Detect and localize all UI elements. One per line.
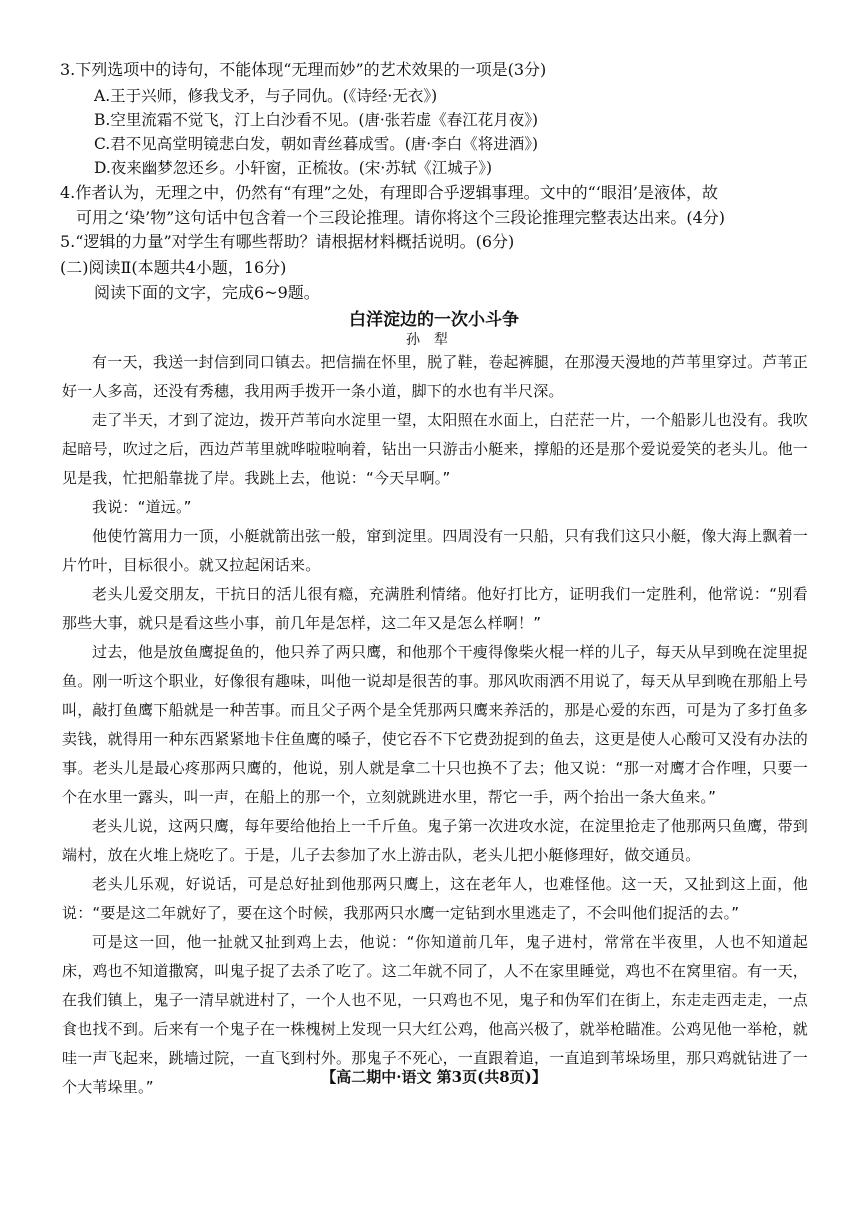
article-author: 孙犁 (406, 332, 462, 348)
article-paragraph: 可是这一回，他一扯就又扯到鸡上去，他说：“你知道前几年，鬼子进村，常常在半夜里，人也不知道起床，鸡也不知道撒窝，叫鬼子捉了去杀了吃了。这二年就不同了，人不在家里睡觉，鸡也不在窝里宿。有一天，在我们镇上，鬼子一清早就进村了，一个人也不见，一只鸡也不见，鬼子和伪军们在街上，东走走西走走，一点食也找不到。后来有一个鬼子在一株槐树上发现一只大红公鸡，他高兴极了，就举枪瞄准。公鸡见他一举枪，就哇一声飞起来，跳墙过院，一直飞到村外。那鬼子不死心，一直跟着追，一直追到苇垛场里，那只鸡就钻进了一个大苇垛里。” (62, 933, 808, 1096)
section-heading: (二)阅读Ⅱ(本题共4小题，16分) (60, 258, 287, 277)
article-paragraph: 老头儿乐观，好说话，可是总好扯到他那两只鹰上，这在老年人，也难怪他。这一天，又扯到这上面，他说：“要是这二年就好了，要在这个时候，我那两只水鹰一定钻到水里逃走了，不会叫他们捉活的去。” (62, 875, 808, 922)
article-paragraph: 过去，他是放鱼鹰捉鱼的，他只养了两只鹰，和他那个干瘦得像柴火棍一样的儿子，每天从早到晚在淀里捉鱼。刚一听这个职业，好像很有趣味，叫他一说却是很苦的事。那风吹雨洒不用说了，每天从早到晚在那船上号叫，敲打鱼鹰下船就是一种苦事。而且父子两个是全凭那两只鹰来养活的，那是心爱的东西，可是为了多打鱼多卖钱，就得用一种东西紧紧地卡住鱼鹰的嗓子，使它吞不下它费劲捉到的鱼去，这更是使人心酸可又没有办法的事。老头儿是最心疼那两只鹰的，他说，别人就是拿二十只也换不了去；他又说：“那一对鹰才合作哩，只要一个在水里一露头，叫一声，在船上的那一个，立刻就跳进水里，帮它一手，两个抬出一条大鱼来。” (62, 643, 808, 806)
question-3-option-d: D.夜来幽梦忽还乡。小轩窗，正梳妆。(宋·苏轼《江城子》) (94, 159, 493, 177)
question-4-line-1: 4.作者认为，无理之中，仍然有“有理”之处，有理即合乎逻辑事理。文中的“‘眼泪’是液体，故 (60, 183, 718, 202)
question-4-line-2: 可用之‘染’物”这句话中包含着一个三段论推理。请你将这个三段论推理完整表达出来。(4分) (76, 208, 726, 227)
question-5: 5.“逻辑的力量”对学生有哪些帮助？请根据材料概括说明。(6分) (60, 232, 515, 251)
article-paragraph: 老头儿说，这两只鹰，每年要给他抬上一千斤鱼。鬼子第一次进攻水淀，在淀里抢走了他那两只鱼鹰，带到端村，放在火堆上烧吃了。于是，儿子去参加了水上游击队，老头儿把小艇修理好，做交通员。 (62, 817, 808, 864)
article-paragraph: 老头儿爱交朋友，干抗日的活儿很有瘾，充满胜利情绪。他好打比方，证明我们一定胜利，他常说：“别看那些大事，就只是看这些小事，前几年是怎样，这二年又是怎么样啊！” (62, 585, 808, 632)
question-3-option-b: B.空里流霜不觉飞，汀上白沙看不见。(唐·张若虚《春江花月夜》) (94, 111, 539, 129)
article-title: 白洋淀边的一次小斗争 (349, 310, 519, 330)
article-paragraph: 我说：“道远。” (92, 498, 192, 516)
article-paragraph: 他使竹篙用力一顶，小艇就箭出弦一般，窜到淀里。四周没有一只船，只有我们这只小艇，像大海上飘着一片竹叶，目标很小。就又拉起闲话来。 (62, 527, 808, 574)
question-3-option-c: C.君不见高堂明镜悲白发，朝如青丝暮成雪。(唐·李白《将进酒》) (94, 135, 539, 153)
section-instruction: 阅读下面的文字，完成6~9题。 (94, 283, 320, 302)
page-footer: 【高二期中·语文 第3页(共8页)】 (321, 1068, 547, 1086)
article-body (62, 348, 808, 1102)
question-3-stem: 3.下列选项中的诗句，不能体现“无理而妙”的艺术效果的一项是(3分) (60, 60, 547, 79)
article-paragraph: 有一天，我送一封信到同口镇去。把信揣在怀里，脱了鞋，卷起裤腿，在那漫天漫地的芦苇里穿过。芦苇正好一人多高，还没有秀穗，我用两手拨开一条小道，脚下的水也有半尺深。 (62, 353, 808, 400)
article-paragraph: 走了半天，才到了淀边，拨开芦苇向水淀里一望，太阳照在水面上，白茫茫一片，一个船影儿也没有。我吹起暗号，吹过之后，西边芦苇里就哗啦啦响着，钻出一只游击小艇来，撑船的还是那个爱说爱笑的老头儿。他一见是我，忙把船靠拢了岸。我跳上去，他说：“今天早啊。” (62, 411, 808, 487)
question-3-option-a: A.王于兴师，修我戈矛，与子同仇。(《诗经·无衣》) (94, 87, 438, 105)
